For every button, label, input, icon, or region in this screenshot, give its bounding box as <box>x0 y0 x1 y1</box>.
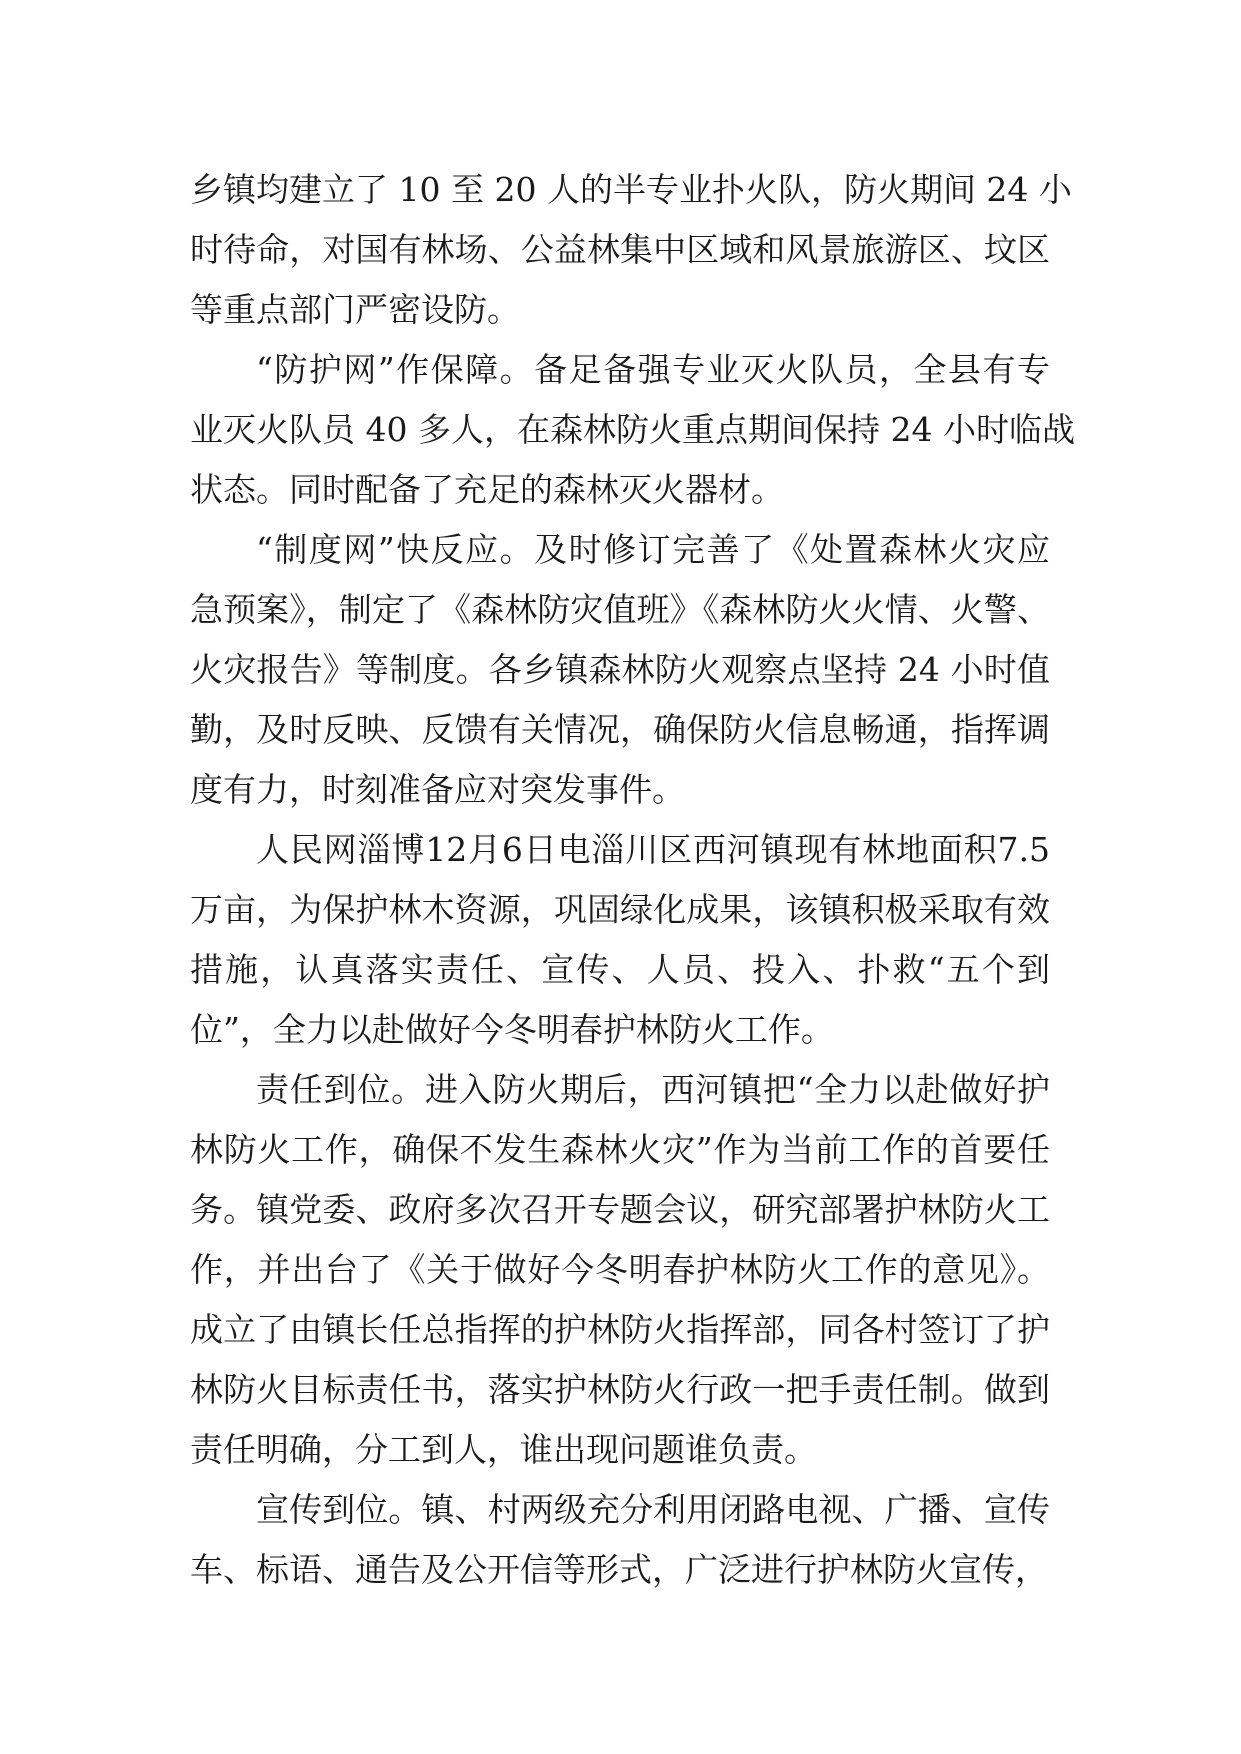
text-line: 业灭火队员 40 多人，在森林防火重点期间保持 24 小时临战 <box>190 410 1075 449</box>
text-line: 急预案》，制定了《森林防灾值班》《森林防火火情、火警、 <box>190 590 1050 629</box>
text-line: 等重点部门严密设防。 <box>190 290 520 329</box>
text-line: 乡镇均建立了 10 至 20 人的半专业扑火队，防火期间 24 小 <box>190 170 1072 209</box>
text-line: 林防火目标责任书，落实护林防火行政一把手责任制。做到 <box>190 1370 1050 1409</box>
text-line: 时待命，对国有林场、公益林集中区域和风景旅游区、坟区 <box>190 230 1050 269</box>
paragraph <box>190 340 1075 520</box>
text-line: 作，并出台了《关于做好今冬明春护林防火工作的意见》。 <box>190 1250 1050 1289</box>
text-line: 度有力，时刻准备应对突发事件。 <box>190 770 685 809</box>
text-line: 人民网淄博12月6日电淄川区西河镇现有林地面积7.5 <box>256 830 1050 869</box>
text-line: 位”，全力以赴做好今冬明春护林防火工作。 <box>190 1010 834 1049</box>
text-line: 状态。同时配备了充足的森林灭火器材。 <box>190 470 784 509</box>
text-line: 责任到位。进入防火期后，西河镇把“全力以赴做好护 <box>256 1070 1050 1109</box>
text-line: “制度网”快反应。及时修订完善了《处置森林火灾应 <box>256 530 1050 569</box>
text-line: 勤，及时反映、反馈有关情况，确保防火信息畅通，指挥调 <box>190 710 1050 749</box>
text-line: 责任明确，分工到人，谁出现问题谁负责。 <box>190 1430 817 1469</box>
paragraph <box>190 1060 1050 1480</box>
text-line: 成立了由镇长任总指挥的护林防火指挥部，同各村签订了护 <box>190 1310 1050 1349</box>
paragraph <box>190 160 1072 340</box>
text-line: “防护网”作保障。备足备强专业灭火队员，全县有专 <box>256 350 1050 389</box>
text-line: 措施，认真落实责任、宣传、人员、投入、扑救“五个到 <box>190 950 1050 989</box>
paragraph <box>190 1480 1050 1600</box>
paragraph <box>190 520 1050 820</box>
document-body <box>190 160 1075 1600</box>
text-line: 火灾报告》等制度。各乡镇森林防火观察点坚持 24 小时值 <box>190 650 1050 689</box>
text-line: 务。镇党委、政府多次召开专题会议，研究部署护林防火工 <box>190 1190 1050 1229</box>
text-line: 万亩，为保护林木资源，巩固绿化成果，该镇积极采取有效 <box>190 890 1050 929</box>
text-line: 宣传到位。镇、村两级充分利用闭路电视、广播、宣传 <box>256 1490 1050 1529</box>
text-line: 车、标语、通告及公开信等形式，广泛进行护林防火宣传， <box>190 1550 1048 1589</box>
text-line: 林防火工作，确保不发生森林火灾”作为当前工作的首要任 <box>190 1130 1050 1169</box>
paragraph <box>190 820 1050 1060</box>
